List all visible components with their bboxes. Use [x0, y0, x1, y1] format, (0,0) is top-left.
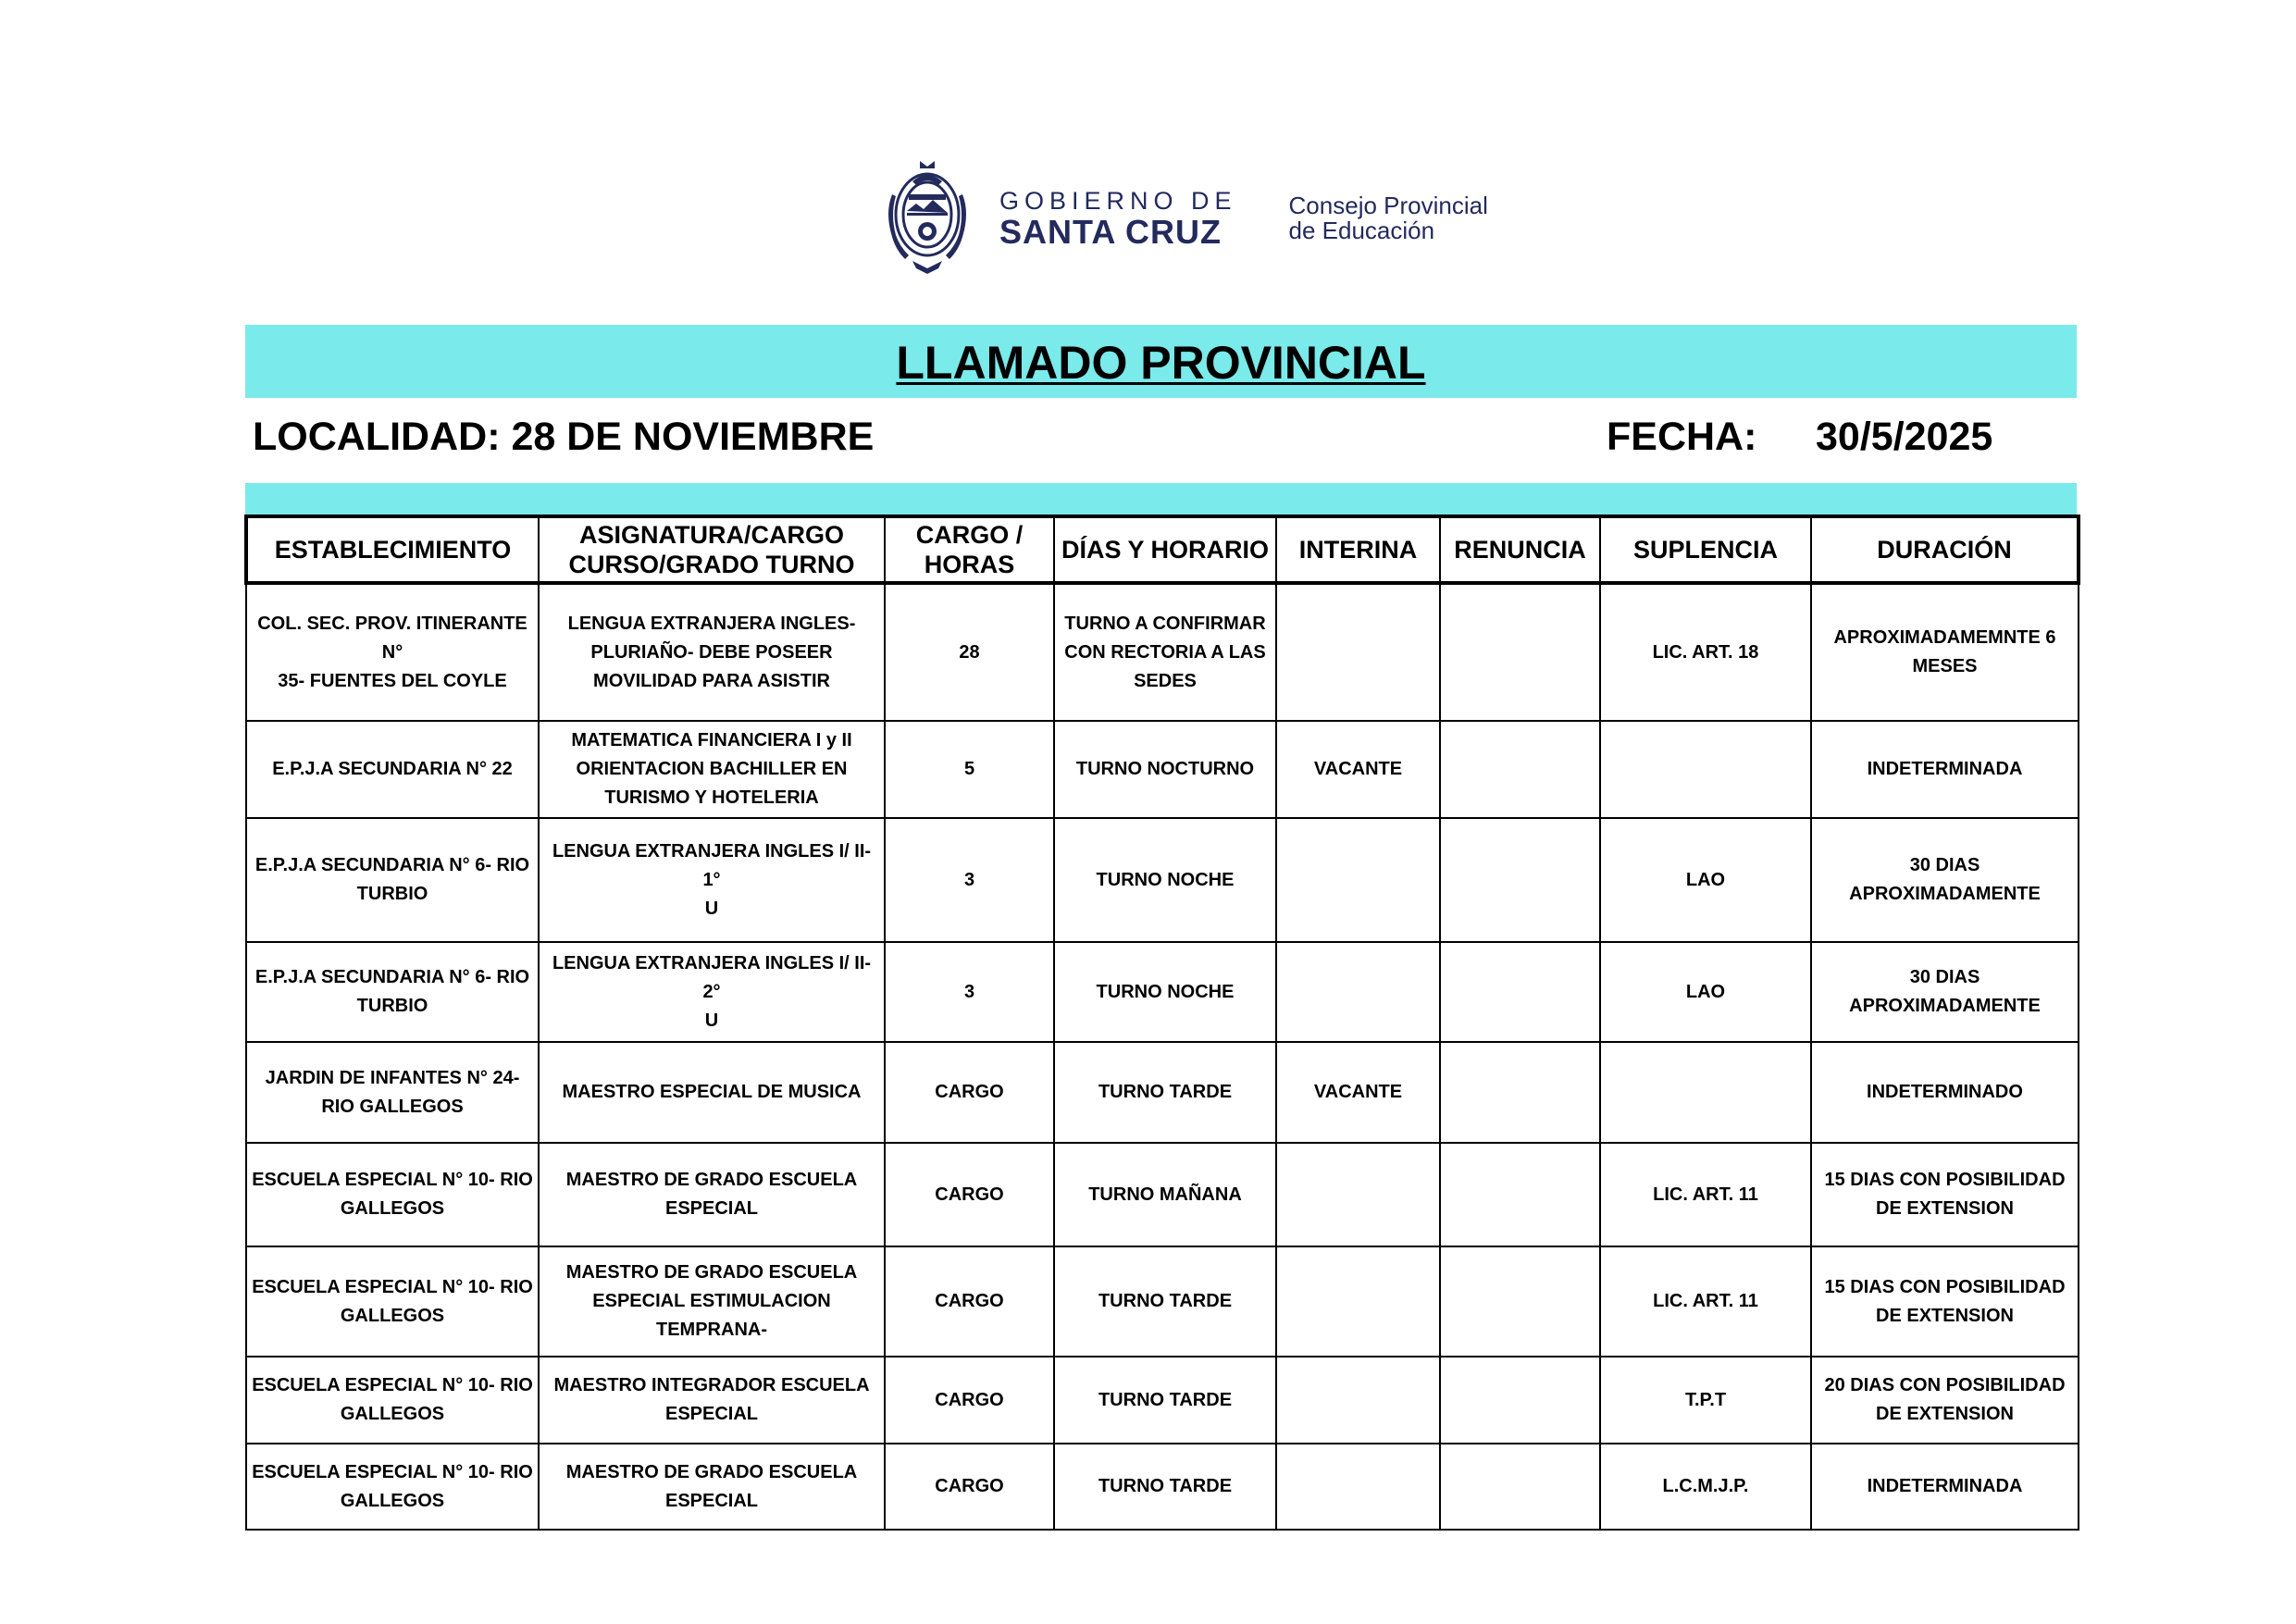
column-header-interina: INTERINA	[1276, 516, 1440, 583]
cell-suplencia: LIC. ART. 18	[1600, 583, 1811, 721]
column-header-cargo-horas: CARGO / HORAS	[885, 516, 1054, 583]
consejo-line2: de Educación	[1288, 217, 1435, 244]
table-row	[246, 1444, 2079, 1530]
table-header-row	[246, 516, 2079, 583]
llamado-table	[244, 514, 2080, 1531]
cell-dias-horario: TURNO TARDE	[1054, 1444, 1276, 1530]
cell-suplencia: L.C.M.J.P.	[1600, 1444, 1811, 1530]
cell-dias-horario: TURNO TARDE	[1054, 1246, 1276, 1357]
cell-renuncia	[1440, 818, 1600, 942]
santa-cruz-seal-icon	[879, 157, 975, 279]
fecha-label: FECHA:	[1607, 415, 1757, 459]
table-row	[246, 942, 2079, 1042]
cell-interina: VACANTE	[1276, 721, 1440, 818]
header-logo	[879, 157, 1488, 279]
cell-dias-horario: TURNO A CONFIRMAR CON RECTORIA A LAS SEDES	[1054, 583, 1276, 721]
cell-establecimiento: E.P.J.A SECUNDARIA N° 22	[246, 721, 539, 818]
cell-establecimiento: JARDIN DE INFANTES N° 24- RIO GALLEGOS	[246, 1042, 539, 1143]
cell-cargo-horas: CARGO	[885, 1357, 1054, 1444]
cell-duracion: INDETERMINADA	[1811, 1444, 2079, 1530]
cell-interina	[1276, 942, 1440, 1042]
cell-cargo-horas: 3	[885, 818, 1054, 942]
cell-duracion: 30 DIAS APROXIMADAMENTE	[1811, 818, 2079, 942]
cell-cargo-horas: 3	[885, 942, 1054, 1042]
cell-renuncia	[1440, 1246, 1600, 1357]
cell-suplencia: LIC. ART. 11	[1600, 1143, 1811, 1246]
cell-asignatura: MAESTRO DE GRADO ESCUELA ESPECIAL ESTIMULACION TEMPRANA-	[539, 1246, 885, 1357]
cell-establecimiento: ESCUELA ESPECIAL N° 10- RIO GALLEGOS	[246, 1444, 539, 1530]
government-name	[999, 187, 1237, 250]
column-header-renuncia: RENUNCIA	[1440, 516, 1600, 583]
column-header-establecimiento: ESTABLECIMIENTO	[246, 516, 539, 583]
table-row	[246, 721, 2079, 818]
cell-renuncia	[1440, 1143, 1600, 1246]
cell-suplencia: LAO	[1600, 942, 1811, 1042]
table-row	[246, 1357, 2079, 1444]
gobierno-de-text: GOBIERNO DE	[999, 187, 1237, 215]
column-header-asignatura: ASIGNATURA/CARGO CURSO/GRADO TURNO	[539, 516, 885, 583]
cell-cargo-horas: CARGO	[885, 1246, 1054, 1357]
cell-asignatura: LENGUA EXTRANJERA INGLES- PLURIAÑO- DEBE POSEER MOVILIDAD PARA ASISTIR	[539, 583, 885, 721]
consejo-line1: Consejo Provincial	[1288, 192, 1488, 219]
cell-cargo-horas: 28	[885, 583, 1054, 721]
cell-renuncia	[1440, 1042, 1600, 1143]
cell-duracion: 20 DIAS CON POSIBILIDAD DE EXTENSION	[1811, 1357, 2079, 1444]
cell-suplencia: T.P.T	[1600, 1357, 1811, 1444]
cell-asignatura: MAESTRO DE GRADO ESCUELA ESPECIAL	[539, 1444, 885, 1530]
cell-suplencia: LAO	[1600, 818, 1811, 942]
cell-asignatura: MATEMATICA FINANCIERA I y II ORIENTACION BACHILLER EN TURISMO Y HOTELERIA	[539, 721, 885, 818]
cell-renuncia	[1440, 1357, 1600, 1444]
column-header-duracion: DURACIÓN	[1811, 516, 2079, 583]
cell-suplencia	[1600, 1042, 1811, 1143]
cell-dias-horario: TURNO MAÑANA	[1054, 1143, 1276, 1246]
table-row	[246, 1143, 2079, 1246]
cell-duracion: 15 DIAS CON POSIBILIDAD DE EXTENSION	[1811, 1246, 2079, 1357]
cell-duracion: INDETERMINADA	[1811, 721, 2079, 818]
santa-cruz-text: SANTA CRUZ	[999, 213, 1222, 251]
cell-interina	[1276, 818, 1440, 942]
cell-interina	[1276, 1143, 1440, 1246]
cell-establecimiento: E.P.J.A SECUNDARIA N° 6- RIO TURBIO	[246, 942, 539, 1042]
cell-asignatura: MAESTRO DE GRADO ESCUELA ESPECIAL	[539, 1143, 885, 1246]
localidad-text: LOCALIDAD: 28 DE NOVIEMBRE	[253, 415, 875, 459]
cell-renuncia	[1440, 721, 1600, 818]
cell-duracion: 15 DIAS CON POSIBILIDAD DE EXTENSION	[1811, 1143, 2079, 1246]
fecha-value: 30/5/2025	[1816, 415, 1993, 459]
cell-interina	[1276, 583, 1440, 721]
cell-interina	[1276, 1357, 1440, 1444]
cell-renuncia	[1440, 1444, 1600, 1530]
cell-duracion: INDETERMINADO	[1811, 1042, 2079, 1143]
cell-dias-horario: TURNO NOCTURNO	[1054, 721, 1276, 818]
cell-renuncia	[1440, 583, 1600, 721]
cell-cargo-horas: CARGO	[885, 1444, 1054, 1530]
cell-asignatura: MAESTRO ESPECIAL DE MUSICA	[539, 1042, 885, 1143]
cell-asignatura: LENGUA EXTRANJERA INGLES I/ II- 2° U	[539, 942, 885, 1042]
table-row	[246, 1042, 2079, 1143]
cell-cargo-horas: CARGO	[885, 1042, 1054, 1143]
cell-interina	[1276, 1444, 1440, 1530]
cell-cargo-horas: CARGO	[885, 1143, 1054, 1246]
table-row	[246, 818, 2079, 942]
table-row	[246, 1246, 2079, 1357]
cell-interina	[1276, 1246, 1440, 1357]
column-header-dias-horario: DÍAS Y HORARIO	[1054, 516, 1276, 583]
cell-establecimiento: ESCUELA ESPECIAL N° 10- RIO GALLEGOS	[246, 1143, 539, 1246]
cell-interina: VACANTE	[1276, 1042, 1440, 1143]
page-title: LLAMADO PROVINCIAL	[896, 337, 1426, 389]
cell-establecimiento: ESCUELA ESPECIAL N° 10- RIO GALLEGOS	[246, 1246, 539, 1357]
cell-dias-horario: TURNO NOCHE	[1054, 942, 1276, 1042]
table-row	[246, 583, 2079, 721]
cell-establecimiento: COL. SEC. PROV. ITINERANTE N° 35- FUENTES DEL COYLE	[246, 583, 539, 721]
cell-cargo-horas: 5	[885, 721, 1054, 818]
cell-dias-horario: TURNO NOCHE	[1054, 818, 1276, 942]
consejo-name	[1289, 193, 1488, 243]
cell-establecimiento: E.P.J.A SECUNDARIA N° 6- RIO TURBIO	[246, 818, 539, 942]
cell-dias-horario: TURNO TARDE	[1054, 1357, 1276, 1444]
cell-asignatura: MAESTRO INTEGRADOR ESCUELA ESPECIAL	[539, 1357, 885, 1444]
title-band	[245, 325, 2077, 398]
cell-suplencia	[1600, 721, 1811, 818]
cell-suplencia: LIC. ART. 11	[1600, 1246, 1811, 1357]
cell-dias-horario: TURNO TARDE	[1054, 1042, 1276, 1143]
cell-duracion: APROXIMADAMEMNTE 6 MESES	[1811, 583, 2079, 721]
cell-renuncia	[1440, 942, 1600, 1042]
cell-asignatura: LENGUA EXTRANJERA INGLES I/ II- 1° U	[539, 818, 885, 942]
column-header-suplencia: SUPLENCIA	[1600, 516, 1811, 583]
cell-establecimiento: ESCUELA ESPECIAL N° 10- RIO GALLEGOS	[246, 1357, 539, 1444]
cell-duracion: 30 DIAS APROXIMADAMENTE	[1811, 942, 2079, 1042]
separator-band	[245, 483, 2077, 514]
